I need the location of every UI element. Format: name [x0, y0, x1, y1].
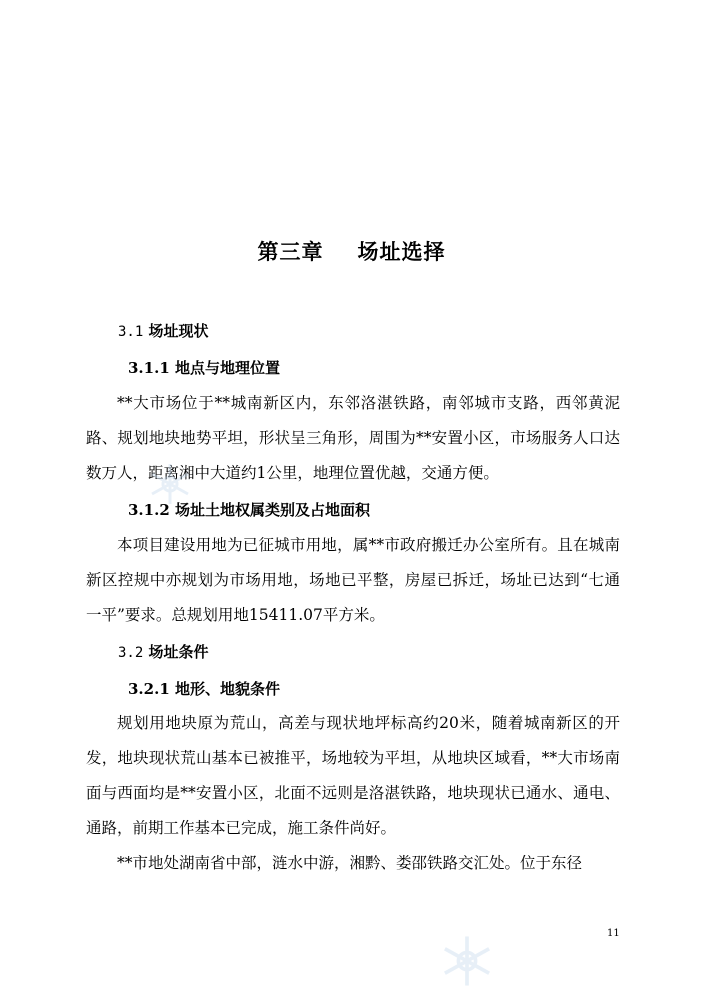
section-number: 3.2: [118, 645, 144, 661]
chapter-name: 场址选择: [357, 239, 446, 264]
paragraph-land-ownership: 本项目建设用地为已征城市用地，属**市政府搬迁办公室所有。且在城南新区控规中亦规划为市场用地，场地已平整，房屋已拆迁，场址已达到“七通一平”要求。总规划用地15411.07平方米。: [86, 536, 620, 624]
subsection-heading-3-1-1: 3.1.1 地点与地理位置: [128, 359, 280, 377]
section-title: 场址条件: [148, 643, 209, 661]
section-title: 场址现状: [148, 322, 209, 340]
snowflake-watermark-icon: [440, 934, 494, 988]
chapter-number: 第三章: [257, 239, 324, 264]
chapter-title: [0, 236, 703, 266]
paragraph-location: **大市场位于**城南新区内，东邻洛湛铁路，南邻城市支路，西邻黄泥路、规划地块地势平坦，形状呈三角形，周围为**安置小区，市场服务人口达数万人，距离湘中大道约1公里，地理位置优越，交通方便。: [86, 394, 620, 482]
section-heading-3-1: [118, 320, 209, 341]
subsection-heading-3-1-2: 3.1.2 场址土地权属类别及占地面积: [128, 501, 370, 519]
paragraph-terrain: 规划用地块原为荒山，高差与现状地坪标高约20米，随着城南新区的开发，地块现状荒山基本已被推平，场地较为平坦，从地块区域看，**大市场南面与西面均是**安置小区，北面不远则是洛湛铁路，地块现状已通水、通电、通路，前期工作基本已完成，施工条件尚好。: [86, 714, 620, 837]
paragraph-geography: **市地处湖南省中部，涟水中游，湘黔、娄邵铁路交汇处。位于东径: [117, 854, 583, 872]
subsection-heading-3-2-1: 3.2.1 地形、地貌条件: [128, 680, 280, 698]
section-number: 3.1: [118, 324, 144, 340]
page-number: 11: [607, 928, 620, 939]
snowflake-watermark-icon: [148, 462, 192, 506]
section-heading-3-2: [118, 641, 209, 662]
